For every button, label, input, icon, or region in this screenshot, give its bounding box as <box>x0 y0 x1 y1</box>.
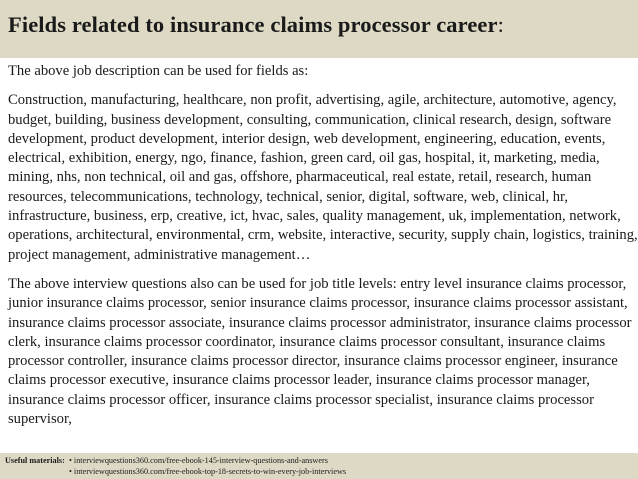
body-content <box>8 62 638 439</box>
title-bar <box>0 0 638 58</box>
page-title-text: Fields related to insurance claims processor career <box>8 12 498 37</box>
footer-links <box>69 455 346 477</box>
footer-label: Useful materials: <box>5 456 65 465</box>
footer-link-ebook-top-18[interactable]: • interviewquestions360.com/free-ebook-top-18-secrets-to-win-every-job-interviews <box>69 467 347 476</box>
intro-text: The above job description can be used for fields as: <box>8 63 309 79</box>
footer-link-ebook-145[interactable]: • interviewquestions360.com/free-ebook-145-interview-questions-and-answers <box>69 456 328 465</box>
footer-bar <box>0 453 638 479</box>
fields-paragraph: Construction, manufacturing, healthcare, non profit, advertising, agile, architecture, automotive, agency, budget, building, business development, consulting, communication, clinical research, design, software development, product development, interior design, web development, engineering, education, events, electrical, exhibition, energy, ngo, finance, fashion, green card, oil gas, hospital, it, marketing, media, mining, nhs, non technical, oil and gas, offshore, pharmaceutical, real estate, retail, research, human resources, telecommunications, technology, technical, senior, digital, software, web, clinical, hr, infrastructure, business, erp, creative, ict, hvac, sales, quality management, uk, implementation, network, operations, architectural, environmental, crm, website, interactive, security, supply chain, logistics, training, project management, administrative management… <box>8 92 638 263</box>
job-levels-paragraph: The above interview questions also can be used for job title levels: entry level insurance claims processor, junior insurance claims processor, senior insurance claims processor, insurance claims processor assistant, insurance claims processor associate, insurance claims processor administrator, insurance claims processor clerk, insurance claims processor coordinator, insurance claims processor consultant, insurance claims processor controller, insurance claims processor director, insurance claims processor engineer, insurance claims processor executive, insurance claims processor leader, insurance claims processor manager, insurance claims processor officer, insurance claims processor specialist, insurance claims processor supervisor, <box>8 275 632 428</box>
page-title-colon: : <box>497 12 504 37</box>
page-title <box>8 12 504 38</box>
